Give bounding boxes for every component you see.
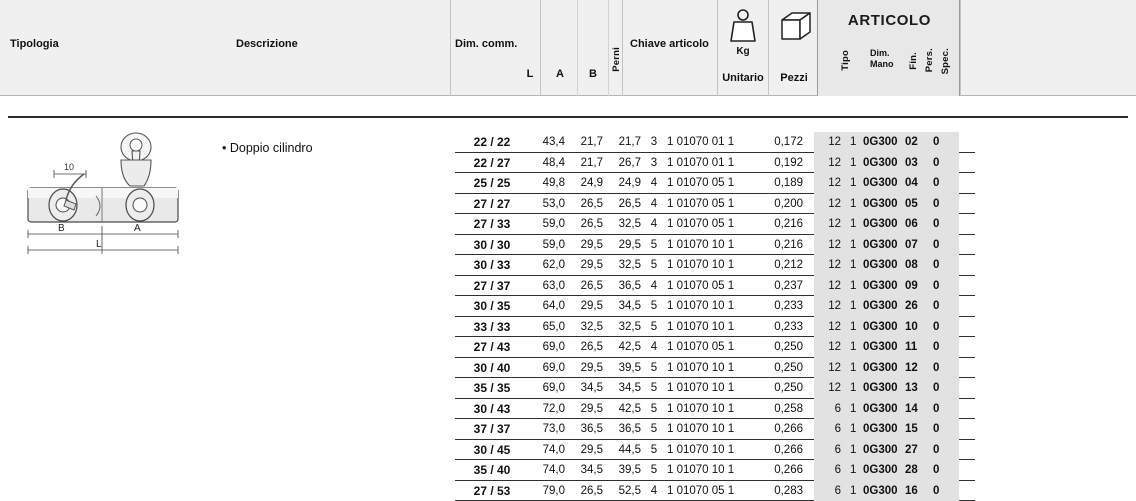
cell-chiave-articolo: 1 01070 01 1 [667,134,755,150]
cell-l: 63,0 [531,278,565,294]
cell-art-fin: 0 [933,380,945,396]
table-row[interactable] [455,296,975,317]
cell-l: 59,0 [531,237,565,253]
cell-b: 42,5 [607,401,641,417]
cell-unitario: 0,266 [751,462,803,478]
svg-text:B: B [58,223,65,234]
cell-dim-comm: 27 / 27 [455,196,529,212]
cell-pezzi: 12 [815,216,841,232]
cell-art-fin: 0 [933,196,945,212]
cell-b: 36,5 [607,278,641,294]
table-header-band [0,0,1136,96]
cell-art-dim: 27 [905,442,929,458]
cell-a: 29,5 [569,237,603,253]
cell-art-fin: 0 [933,216,945,232]
cell-art-prefix: 1 [850,401,860,417]
cell-a: 36,5 [569,421,603,437]
cell-art-dim: 02 [905,134,929,150]
cell-art-dim: 03 [905,155,929,171]
cell-unitario: 0,283 [751,483,803,499]
cell-art-tipo: 0G300 [863,216,901,232]
header-art-fin: Fin. [908,52,919,70]
cell-art-fin: 0 [933,462,945,478]
cell-a: 32,5 [569,319,603,335]
cell-l: 48,4 [531,155,565,171]
cell-art-tipo: 0G300 [863,298,901,314]
header-art-spec: Spec. [940,48,951,74]
cell-pezzi: 12 [815,339,841,355]
cell-chiave-articolo: 1 01070 10 1 [667,421,755,437]
cell-art-fin: 0 [933,319,945,335]
cell-art-tipo: 0G300 [863,196,901,212]
cell-unitario: 0,250 [751,380,803,396]
cell-art-fin: 0 [933,483,945,499]
cell-art-tipo: 0G300 [863,175,901,191]
cell-art-prefix: 1 [850,442,860,458]
cell-l: 62,0 [531,257,565,273]
table-row[interactable] [455,358,975,379]
cell-art-prefix: 1 [850,360,860,376]
cell-art-prefix: 1 [850,155,860,171]
cell-dim-comm: 27 / 43 [455,339,529,355]
cell-dim-comm: 30 / 33 [455,257,529,273]
cell-art-tipo: 0G300 [863,360,901,376]
cell-b: 42,5 [607,339,641,355]
cell-chiave-articolo: 1 01070 05 1 [667,278,755,294]
table-row[interactable] [455,194,975,215]
cell-art-tipo: 0G300 [863,462,901,478]
cell-b: 26,7 [607,155,641,171]
cell-unitario: 0,216 [751,237,803,253]
cell-l: 69,0 [531,380,565,396]
articolo-group [817,0,960,96]
table-row[interactable] [455,255,975,276]
cell-unitario: 0,237 [751,278,803,294]
cell-pezzi: 12 [815,298,841,314]
table-row[interactable] [455,399,975,420]
cell-art-dim: 06 [905,216,929,232]
cell-perni: 5 [647,298,661,314]
cell-b: 52,5 [607,483,641,499]
cell-art-tipo: 0G300 [863,442,901,458]
header-l: L [520,68,540,80]
cell-l: 53,0 [531,196,565,212]
cell-art-prefix: 1 [850,278,860,294]
section-divider [8,116,1128,118]
cell-l: 49,8 [531,175,565,191]
cell-b: 32,5 [607,216,641,232]
cell-unitario: 0,189 [751,175,803,191]
cell-chiave-articolo: 1 01070 10 1 [667,237,755,253]
table-row[interactable] [455,235,975,256]
cell-unitario: 0,233 [751,298,803,314]
table-row[interactable] [455,440,975,461]
cell-art-dim: 09 [905,278,929,294]
cell-chiave-articolo: 1 01070 05 1 [667,175,755,191]
cell-dim-comm: 27 / 53 [455,483,529,499]
cell-dim-comm: 30 / 45 [455,442,529,458]
cell-l: 79,0 [531,483,565,499]
cell-b: 39,5 [607,360,641,376]
cell-art-prefix: 1 [850,421,860,437]
cell-a: 34,5 [569,380,603,396]
cell-art-tipo: 0G300 [863,155,901,171]
cell-l: 43,4 [531,134,565,150]
table-row[interactable] [455,481,975,501]
table-row[interactable] [455,419,975,440]
cell-art-fin: 0 [933,278,945,294]
cell-chiave-articolo: 1 01070 05 1 [667,483,755,499]
table-row[interactable] [455,378,975,399]
cell-art-fin: 0 [933,360,945,376]
cell-unitario: 0,258 [751,401,803,417]
cell-pezzi: 12 [815,237,841,253]
cell-pezzi: 12 [815,257,841,273]
cell-l: 59,0 [531,216,565,232]
cell-art-dim: 11 [905,339,929,355]
cell-art-prefix: 1 [850,483,860,499]
cell-chiave-articolo: 1 01070 10 1 [667,257,755,273]
cell-art-fin: 0 [933,257,945,273]
cell-pezzi: 6 [815,421,841,437]
cell-art-tipo: 0G300 [863,134,901,150]
cell-unitario: 0,266 [751,442,803,458]
cell-dim-comm: 27 / 33 [455,216,529,232]
cell-l: 64,0 [531,298,565,314]
cell-dim-comm: 27 / 37 [455,278,529,294]
cell-art-tipo: 0G300 [863,237,901,253]
cell-perni: 3 [647,155,661,171]
cell-art-prefix: 1 [850,339,860,355]
cell-chiave-articolo: 1 01070 10 1 [667,462,755,478]
cell-art-tipo: 0G300 [863,421,901,437]
cell-l: 72,0 [531,401,565,417]
cell-a: 26,5 [569,216,603,232]
cell-art-prefix: 1 [850,134,860,150]
header-chiave-articolo: Chiave articolo [630,38,716,50]
cell-art-dim: 07 [905,237,929,253]
cell-art-fin: 0 [933,298,945,314]
cell-art-tipo: 0G300 [863,380,901,396]
cell-unitario: 0,212 [751,257,803,273]
cell-pezzi: 6 [815,483,841,499]
cell-b: 24,9 [607,175,641,191]
cell-art-tipo: 0G300 [863,278,901,294]
cell-pezzi: 12 [815,175,841,191]
svg-text:A: A [134,223,141,234]
cell-unitario: 0,250 [751,360,803,376]
cell-art-dim: 04 [905,175,929,191]
cell-pezzi: 6 [815,401,841,417]
cell-dim-comm: 22 / 22 [455,134,529,150]
table-row[interactable] [455,132,975,153]
cell-art-fin: 0 [933,421,945,437]
table-row[interactable] [455,173,975,194]
cell-a: 34,5 [569,462,603,478]
cell-unitario: 0,233 [751,319,803,335]
cell-a: 26,5 [569,278,603,294]
cell-pezzi: 6 [815,462,841,478]
cell-a: 29,5 [569,298,603,314]
cell-pezzi: 12 [815,134,841,150]
cell-a: 21,7 [569,134,603,150]
cell-perni: 5 [647,237,661,253]
cell-perni: 4 [647,278,661,294]
cell-dim-comm: 30 / 30 [455,237,529,253]
table-row[interactable] [455,337,975,358]
articolo-title: ARTICOLO [818,12,961,29]
cell-chiave-articolo: 1 01070 10 1 [667,319,755,335]
cell-perni: 5 [647,319,661,335]
cell-a: 21,7 [569,155,603,171]
cell-perni: 4 [647,216,661,232]
cell-a: 29,5 [569,401,603,417]
cell-b: 29,5 [607,237,641,253]
header-descrizione: Descrizione [236,38,356,50]
cell-art-dim: 26 [905,298,929,314]
cell-art-dim: 15 [905,421,929,437]
cell-a: 29,5 [569,360,603,376]
cell-b: 34,5 [607,298,641,314]
cell-art-fin: 0 [933,155,945,171]
cell-art-tipo: 0G300 [863,319,901,335]
cell-perni: 4 [647,483,661,499]
cell-dim-comm: 30 / 40 [455,360,529,376]
cell-dim-comm: 35 / 40 [455,462,529,478]
cell-art-prefix: 1 [850,462,860,478]
cell-chiave-articolo: 1 01070 05 1 [667,339,755,355]
cell-a: 24,9 [569,175,603,191]
cell-dim-comm: 22 / 27 [455,155,529,171]
cell-unitario: 0,200 [751,196,803,212]
cell-dim-comm: 33 / 33 [455,319,529,335]
cell-art-dim: 10 [905,319,929,335]
header-kg: Kg [726,46,760,57]
header-perni: Perni [611,47,622,72]
cell-chiave-articolo: 1 01070 10 1 [667,298,755,314]
cell-art-tipo: 0G300 [863,401,901,417]
cell-art-dim: 14 [905,401,929,417]
cell-l: 65,0 [531,319,565,335]
cell-art-prefix: 1 [850,196,860,212]
cell-b: 44,5 [607,442,641,458]
cell-chiave-articolo: 1 01070 10 1 [667,401,755,417]
svg-text:10: 10 [64,162,74,172]
product-description: • Doppio cilindro [222,141,313,155]
cell-l: 69,0 [531,360,565,376]
cell-perni: 5 [647,360,661,376]
cell-a: 29,5 [569,257,603,273]
cell-perni: 4 [647,196,661,212]
cell-perni: 5 [647,257,661,273]
cell-art-dim: 13 [905,380,929,396]
cell-art-fin: 0 [933,442,945,458]
cell-art-tipo: 0G300 [863,339,901,355]
header-art-tipo: Tipo [840,50,851,71]
cell-chiave-articolo: 1 01070 10 1 [667,360,755,376]
table-row[interactable] [455,153,975,174]
cell-perni: 5 [647,462,661,478]
cell-pezzi: 12 [815,319,841,335]
cell-b: 32,5 [607,257,641,273]
cell-b: 39,5 [607,462,641,478]
cell-pezzi: 12 [815,155,841,171]
cylinder-illustration [18,130,208,290]
cell-art-dim: 12 [905,360,929,376]
cell-l: 74,0 [531,462,565,478]
cell-art-prefix: 1 [850,237,860,253]
cell-art-fin: 0 [933,237,945,253]
cell-art-prefix: 1 [850,216,860,232]
weight-icon [726,8,760,44]
cell-art-dim: 08 [905,257,929,273]
cell-b: 26,5 [607,196,641,212]
cell-dim-comm: 30 / 43 [455,401,529,417]
header-dim-comm: Dim. comm. [455,38,543,50]
cell-dim-comm: 25 / 25 [455,175,529,191]
cell-pezzi: 12 [815,360,841,376]
product-variants-table [455,132,975,501]
table-row[interactable] [455,214,975,235]
cell-perni: 5 [647,421,661,437]
cell-dim-comm: 30 / 35 [455,298,529,314]
cell-dim-comm: 35 / 35 [455,380,529,396]
cell-unitario: 0,266 [751,421,803,437]
table-row[interactable] [455,460,975,481]
cell-l: 69,0 [531,339,565,355]
cell-chiave-articolo: 1 01070 10 1 [667,442,755,458]
cell-art-dim: 16 [905,483,929,499]
cell-chiave-articolo: 1 01070 10 1 [667,380,755,396]
cell-a: 29,5 [569,442,603,458]
cell-b: 36,5 [607,421,641,437]
table-row[interactable] [455,276,975,297]
cell-b: 32,5 [607,319,641,335]
cell-unitario: 0,192 [751,155,803,171]
cell-b: 34,5 [607,380,641,396]
cell-art-tipo: 0G300 [863,483,901,499]
cell-pezzi: 6 [815,442,841,458]
cell-perni: 5 [647,401,661,417]
cell-chiave-articolo: 1 01070 01 1 [667,155,755,171]
cell-l: 74,0 [531,442,565,458]
cell-art-fin: 0 [933,339,945,355]
cell-art-prefix: 1 [850,319,860,335]
cell-b: 21,7 [607,134,641,150]
cell-art-dim: 05 [905,196,929,212]
cell-pezzi: 12 [815,278,841,294]
cell-pezzi: 12 [815,196,841,212]
header-b: B [583,68,603,80]
cell-l: 73,0 [531,421,565,437]
cell-art-fin: 0 [933,134,945,150]
cell-art-prefix: 1 [850,380,860,396]
header-a: A [550,68,570,80]
table-row[interactable] [455,317,975,338]
cell-unitario: 0,250 [751,339,803,355]
cell-perni: 4 [647,175,661,191]
cell-pezzi: 12 [815,380,841,396]
cell-chiave-articolo: 1 01070 05 1 [667,216,755,232]
cell-art-prefix: 1 [850,175,860,191]
cell-art-dim: 28 [905,462,929,478]
package-icon [778,8,814,44]
cell-art-tipo: 0G300 [863,257,901,273]
cell-perni: 5 [647,442,661,458]
cell-perni: 3 [647,134,661,150]
header-pezzi: Pezzi [770,72,818,84]
header-unitario: Unitario [713,72,773,84]
cell-perni: 4 [647,339,661,355]
cell-chiave-articolo: 1 01070 05 1 [667,196,755,212]
header-art-pers: Pers. [924,48,935,72]
cell-unitario: 0,216 [751,216,803,232]
cell-dim-comm: 37 / 37 [455,421,529,437]
cell-art-prefix: 1 [850,298,860,314]
cell-a: 26,5 [569,339,603,355]
cell-a: 26,5 [569,483,603,499]
cell-art-fin: 0 [933,401,945,417]
cell-perni: 5 [647,380,661,396]
cell-unitario: 0,172 [751,134,803,150]
header-art-dim-mano: Dim. Mano [870,48,900,70]
cell-art-fin: 0 [933,175,945,191]
svg-text:L: L [96,239,102,250]
cell-art-prefix: 1 [850,257,860,273]
cell-a: 26,5 [569,196,603,212]
header-tipologia: Tipologia [10,38,130,50]
